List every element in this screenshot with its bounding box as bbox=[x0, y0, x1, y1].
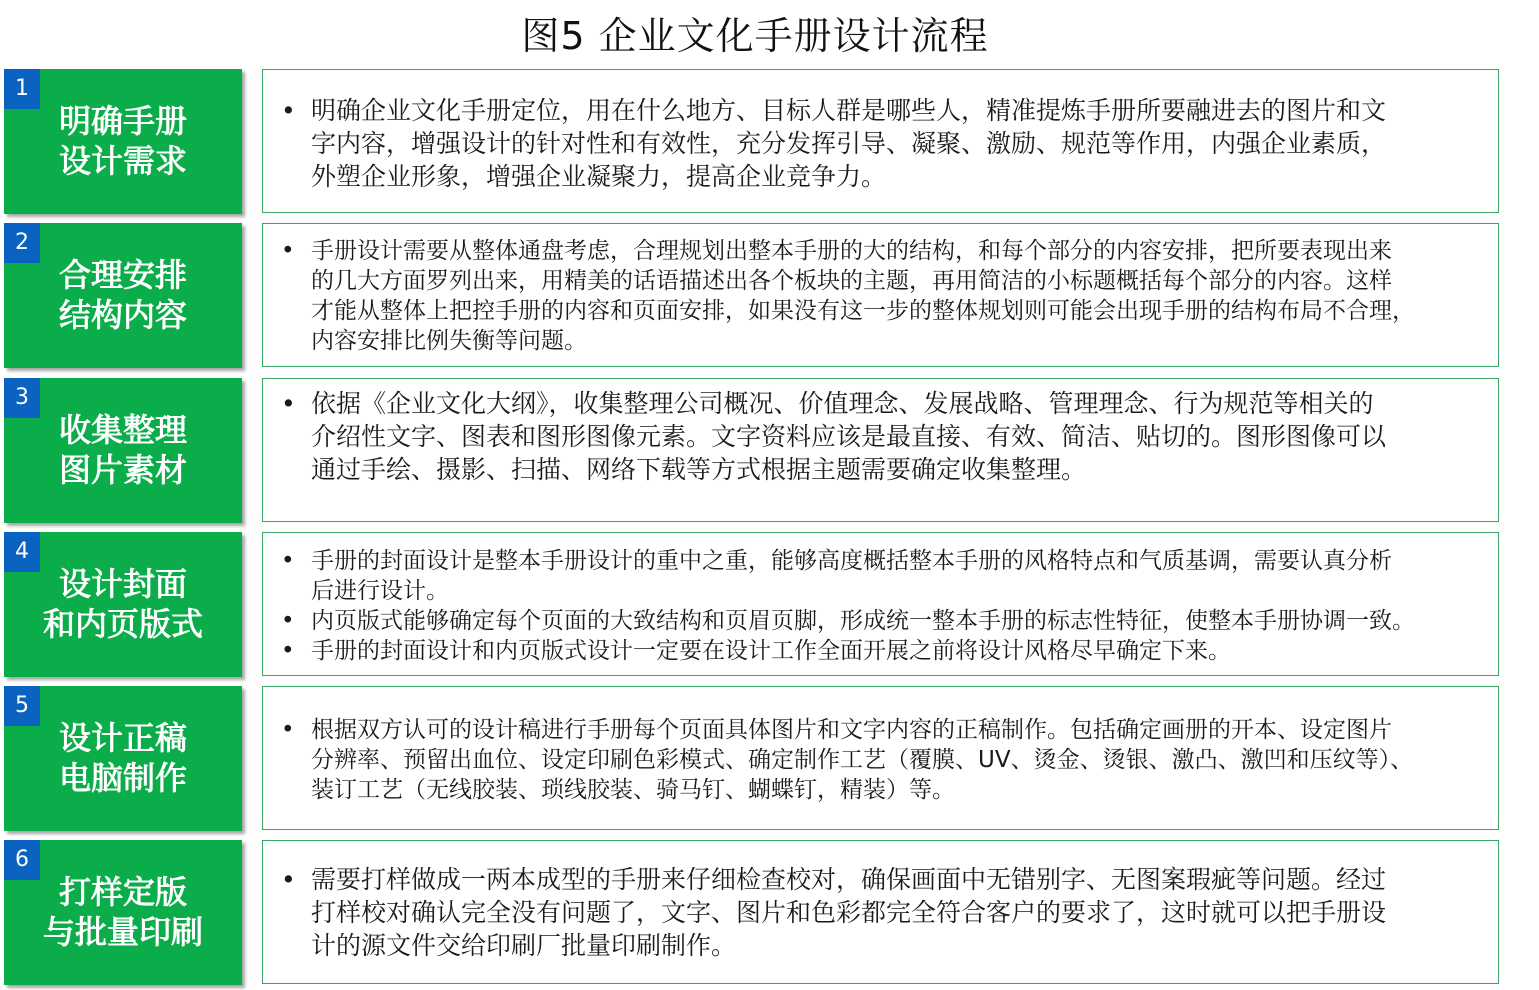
step-description-box bbox=[262, 69, 1499, 213]
step-number: 4 bbox=[4, 532, 40, 572]
description-line: • 需要打样做成一两本成型的手册来仔细检查校对，确保画面中无错别字、无图案瑕疵等问题。经过 bbox=[311, 865, 1387, 894]
step-label-line: 设计需求 bbox=[58, 142, 187, 180]
step-label-line: 合理安排 bbox=[58, 256, 187, 294]
step-label bbox=[4, 564, 242, 644]
description-line: 计的源文件交给印刷厂批量印刷制作。 bbox=[311, 931, 737, 960]
step-label-line: 打样定版 bbox=[58, 873, 187, 911]
step-description-box bbox=[262, 532, 1499, 676]
description-line: 打样校对确认完全没有问题了，文字、图片和色彩都完全符合客户的要求了，这时就可以把手册设 bbox=[311, 898, 1387, 927]
description-line: • 内页版式能够确定每个页面的大致结构和页眉页脚，形成统一整本手册的标志性特征，使整本手册协调一致。 bbox=[311, 608, 1415, 634]
step-description bbox=[263, 546, 1498, 666]
description-line: 装订工艺（无线胶装、琐线胶装、骑马钉、蝴蝶钉，精装）等。 bbox=[311, 777, 955, 803]
description-line: 后进行设计。 bbox=[311, 578, 449, 604]
step-label bbox=[4, 101, 242, 181]
step-number: 2 bbox=[4, 223, 40, 263]
step-description-box bbox=[262, 686, 1499, 830]
description-bullet bbox=[311, 94, 1498, 193]
step-label-line: 与批量印刷 bbox=[42, 913, 203, 951]
step-label-line: 收集整理 bbox=[58, 411, 187, 449]
step-badge bbox=[4, 840, 242, 985]
step-number: 6 bbox=[4, 840, 40, 880]
step-5 bbox=[4, 686, 1504, 834]
step-label bbox=[4, 410, 242, 490]
step-description-box bbox=[262, 840, 1499, 984]
step-label bbox=[4, 255, 242, 335]
description-line: 内容安排比例失衡等问题。 bbox=[311, 328, 587, 354]
step-label-line: 结构内容 bbox=[58, 296, 187, 334]
description-line: 外塑企业形象，增强企业凝聚力，提高企业竞争力。 bbox=[311, 162, 887, 191]
step-label bbox=[4, 718, 242, 798]
step-number: 5 bbox=[4, 686, 40, 726]
description-line: • 明确企业文化手册定位，用在什么地方、目标人群是哪些人，精准提炼手册所要融进去的图片和文 bbox=[311, 96, 1387, 125]
step-description bbox=[263, 236, 1498, 356]
description-bullet bbox=[311, 236, 1498, 356]
step-label-line: 设计正稿 bbox=[58, 719, 187, 757]
diagram-title: 图5 企业文化手册设计流程 bbox=[521, 14, 989, 58]
step-4 bbox=[4, 532, 1504, 680]
step-6 bbox=[4, 840, 1504, 988]
step-badge bbox=[4, 686, 242, 831]
description-line: • 手册的封面设计和内页版式设计一定要在设计工作全面开展之前将设计风格尽早确定下来。 bbox=[311, 638, 1231, 664]
step-badge bbox=[4, 223, 242, 368]
step-label-line: 设计封面 bbox=[58, 565, 187, 603]
description-line: 介绍性文字、图表和图形图像元素。文字资料应该是最直接、有效、简洁、贴切的。图形图像可以 bbox=[311, 422, 1387, 451]
description-line: • 依据《企业文化大纲》，收集整理公司概况、价值理念、发展战略、管理理念、行为规范等相关的 bbox=[311, 389, 1374, 418]
description-bullet bbox=[311, 546, 1498, 606]
step-label-line: 明确手册 bbox=[58, 102, 187, 140]
step-description bbox=[263, 863, 1498, 962]
step-label-line: 和内页版式 bbox=[42, 605, 203, 643]
description-line: 的几大方面罗列出来，用精美的话语描述出各个板块的主题，再用简洁的小标题概括每个部分的内容。这样 bbox=[311, 268, 1392, 294]
description-line: 通过手绘、摄影、扫描、网络下载等方式根据主题需要确定收集整理。 bbox=[311, 455, 1087, 484]
step-badge bbox=[4, 532, 242, 677]
step-label bbox=[4, 872, 242, 952]
description-line: 字内容，增强设计的针对性和有效性，充分发挥引导、凝聚、激励、规范等作用，内强企业素质， bbox=[311, 129, 1387, 158]
description-line: • 根据双方认可的设计稿进行手册每个页面具体图片和文字内容的正稿制作。包括确定画册的开本、设定图片 bbox=[311, 717, 1392, 743]
step-number: 3 bbox=[4, 378, 40, 418]
description-line: • 手册设计需要从整体通盘考虑，合理规划出整本手册的大的结构，和每个部分的内容安排，把所要表现出来 bbox=[311, 238, 1392, 264]
step-3 bbox=[4, 378, 1504, 526]
step-description bbox=[263, 387, 1498, 486]
step-badge bbox=[4, 378, 242, 523]
step-2 bbox=[4, 223, 1504, 371]
step-badge bbox=[4, 69, 242, 214]
description-line: 分辨率、预留出血位、设定印刷色彩模式、确定制作工艺（覆膜、UV、烫金、烫银、激凸、激凹和压纹等）、 bbox=[311, 747, 1414, 773]
step-1 bbox=[4, 69, 1504, 217]
description-bullet bbox=[311, 863, 1498, 962]
step-description-box bbox=[262, 378, 1499, 522]
description-bullet bbox=[311, 715, 1498, 805]
description-bullet bbox=[311, 606, 1498, 636]
description-line: 才能从整体上把控手册的内容和页面安排，如果没有这一步的整体规划则可能会出现手册的结构布局不合理， bbox=[311, 298, 1415, 324]
step-label-line: 电脑制作 bbox=[58, 759, 187, 797]
description-line: • 手册的封面设计是整本手册设计的重中之重，能够高度概括整本手册的风格特点和气质基调，需要认真分析 bbox=[311, 548, 1392, 574]
description-bullet bbox=[311, 387, 1498, 486]
description-bullet bbox=[311, 636, 1498, 666]
step-number: 1 bbox=[4, 69, 40, 109]
step-description bbox=[263, 94, 1498, 193]
step-label-line: 图片素材 bbox=[58, 451, 187, 489]
step-description bbox=[263, 715, 1498, 805]
step-description-box bbox=[262, 223, 1499, 367]
